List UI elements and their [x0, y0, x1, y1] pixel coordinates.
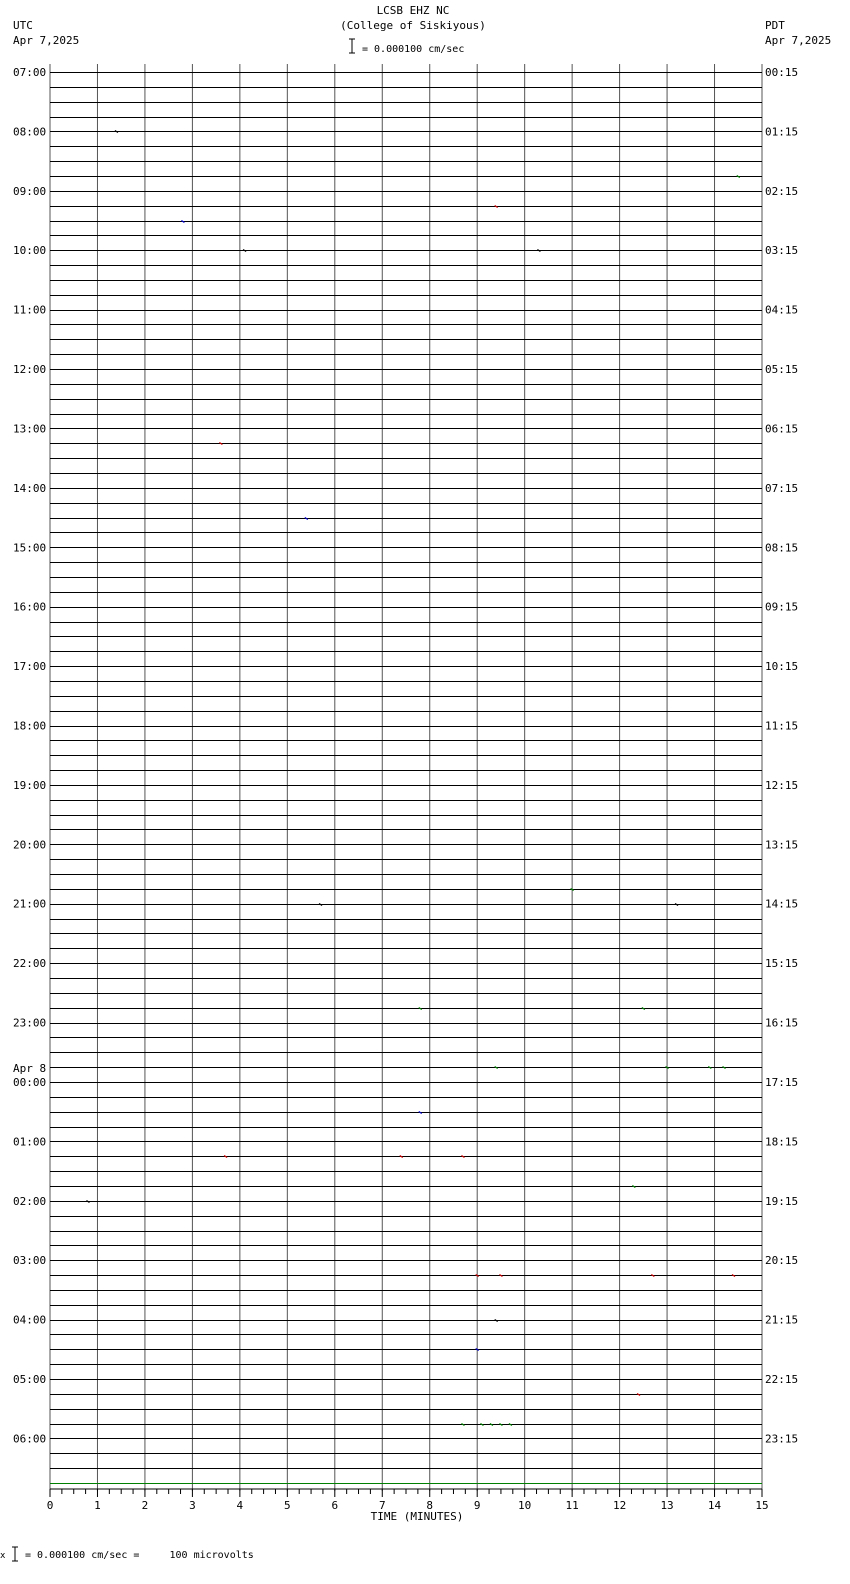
utc-hour-label: 09:00 [13, 184, 47, 198]
event-mark [476, 1275, 479, 1277]
utc-hour-label: 11:00 [13, 303, 47, 317]
pdt-hour-label: 18:15 [765, 1135, 799, 1149]
x-tick-label: 1 [94, 1499, 101, 1512]
x-tick-label: 0 [46, 1499, 54, 1512]
event-mark [495, 1067, 498, 1069]
event-mark [305, 518, 308, 520]
x-tick-label: 9 [473, 1499, 481, 1512]
event-mark [480, 1424, 483, 1426]
grid [50, 64, 762, 1491]
pdt-hour-label: 00:15 [765, 66, 799, 79]
event-mark [419, 1112, 422, 1114]
utc-hour-label: 18:00 [13, 719, 47, 733]
event-mark [537, 250, 540, 252]
utc-hour-label: 10:00 [13, 244, 47, 258]
utc-hour-label: 13:00 [13, 422, 47, 436]
date-change-label: Apr 8 [13, 1061, 47, 1075]
utc-hour-label: 00:00 [13, 1075, 47, 1089]
event-mark [723, 1067, 726, 1069]
utc-hour-label: 03:00 [13, 1254, 47, 1268]
pdt-hour-label: 19:15 [765, 1194, 799, 1208]
utc-hour-label: 15:00 [13, 541, 47, 555]
pdt-hour-label: 03:15 [765, 244, 799, 258]
event-mark [115, 131, 118, 133]
utc-hour-label: 14:00 [13, 481, 47, 495]
pdt-hour-label: 14:15 [765, 897, 799, 911]
utc-hour-label: 04:00 [13, 1313, 47, 1327]
x-tick-label: 3 [189, 1499, 196, 1512]
pdt-hour-label: 07:15 [765, 481, 799, 495]
event-mark [476, 1349, 479, 1351]
x-tick-label: 12 [612, 1499, 627, 1512]
pdt-hour-label: 22:15 [765, 1373, 799, 1387]
pdt-hour-label: 01:15 [765, 125, 799, 139]
pdt-hour-label: 12:15 [765, 778, 799, 792]
event-mark [495, 206, 498, 208]
x-tick-label: 2 [141, 1499, 149, 1512]
pdt-hour-label: 15:15 [765, 957, 799, 971]
station-subtitle: (College of Siskiyous) [340, 19, 486, 32]
event-mark [495, 1320, 498, 1322]
x-tick-label: 6 [331, 1499, 339, 1512]
utc-hour-label: 19:00 [13, 778, 47, 792]
event-mark [642, 1008, 645, 1010]
event-mark [219, 443, 222, 445]
x-axis [47, 1489, 769, 1523]
utc-hour-label: 08:00 [13, 125, 47, 139]
pdt-hour-label: 02:15 [765, 184, 799, 198]
event-mark [637, 1394, 640, 1396]
event-mark [509, 1424, 512, 1426]
station-title: LCSB EHZ NC [376, 4, 450, 17]
left-timezone: UTC [13, 19, 33, 32]
footer-scale-label: = 0.000100 cm/sec = 100 microvolts [25, 1550, 254, 1561]
x-tick-label: 4 [236, 1499, 244, 1512]
pdt-hour-label: 13:15 [765, 838, 799, 852]
pdt-hour-label: 23:15 [765, 1432, 799, 1446]
utc-hour-label: 05:00 [13, 1373, 47, 1387]
event-mark [737, 176, 740, 178]
utc-hour-label: 22:00 [13, 957, 47, 971]
event-mark [666, 1067, 669, 1069]
utc-hour-label: 16:00 [13, 600, 47, 614]
pdt-hour-label: 16:15 [765, 1016, 799, 1030]
pdt-hour-label: 21:15 [765, 1313, 799, 1327]
utc-hour-label: 02:00 [13, 1194, 47, 1208]
event-mark [243, 250, 246, 252]
event-mark [461, 1156, 464, 1158]
event-mark [490, 1424, 493, 1426]
scale-label: = 0.000100 cm/sec [362, 44, 465, 55]
pdt-hour-label: 08:15 [765, 541, 799, 555]
pdt-hour-label: 11:15 [765, 719, 799, 733]
pdt-hour-label: 09:15 [765, 600, 799, 614]
pdt-hour-label: 04:15 [765, 303, 799, 317]
event-mark [400, 1156, 403, 1158]
event-mark [651, 1275, 654, 1277]
right-timezone: PDT [765, 19, 785, 32]
utc-hour-label: 23:00 [13, 1016, 47, 1030]
scale-bar-icon [349, 39, 355, 53]
x-tick-label: 15 [755, 1499, 769, 1512]
footer-corner-mark: x [0, 1551, 6, 1561]
pdt-hour-label: 05:15 [765, 363, 799, 377]
pdt-hour-label: 20:15 [765, 1254, 799, 1268]
event-mark [675, 904, 678, 906]
x-tick-label: 7 [378, 1499, 386, 1512]
x-tick-label: 14 [707, 1499, 722, 1512]
utc-hour-label: 20:00 [13, 838, 47, 852]
event-mark [224, 1156, 227, 1158]
utc-hour-label: 21:00 [13, 897, 47, 911]
event-mark [632, 1186, 635, 1188]
utc-hour-label: 01:00 [13, 1135, 47, 1149]
event-mark [708, 1067, 711, 1069]
utc-hour-label: 07:00 [13, 66, 47, 79]
event-mark [319, 904, 322, 906]
left-date: Apr 7,2025 [13, 34, 80, 47]
event-mark [181, 221, 184, 223]
utc-hour-label: 17:00 [13, 660, 47, 674]
right-date: Apr 7,2025 [765, 34, 832, 47]
pdt-hour-label: 10:15 [765, 660, 799, 674]
x-tick-label: 11 [565, 1499, 579, 1512]
trace-lines [50, 73, 762, 1484]
event-mark [86, 1201, 89, 1203]
event-mark [499, 1275, 502, 1277]
event-mark [571, 889, 574, 891]
event-mark [419, 1008, 422, 1010]
x-tick-label: 10 [518, 1499, 532, 1512]
footer-scale-bar-icon [12, 1547, 18, 1561]
utc-hour-label: 12:00 [13, 363, 47, 377]
x-tick-label: 5 [284, 1499, 291, 1512]
x-tick-label: 13 [660, 1499, 674, 1512]
event-mark [732, 1275, 735, 1277]
event-mark [461, 1424, 464, 1426]
pdt-hour-label: 06:15 [765, 422, 799, 436]
utc-hour-label: 06:00 [13, 1432, 47, 1446]
x-tick-label: 8 [426, 1499, 434, 1512]
x-axis-title: TIME (MINUTES) [370, 1510, 464, 1523]
pdt-hour-label: 17:15 [765, 1075, 799, 1089]
event-mark [499, 1424, 502, 1426]
